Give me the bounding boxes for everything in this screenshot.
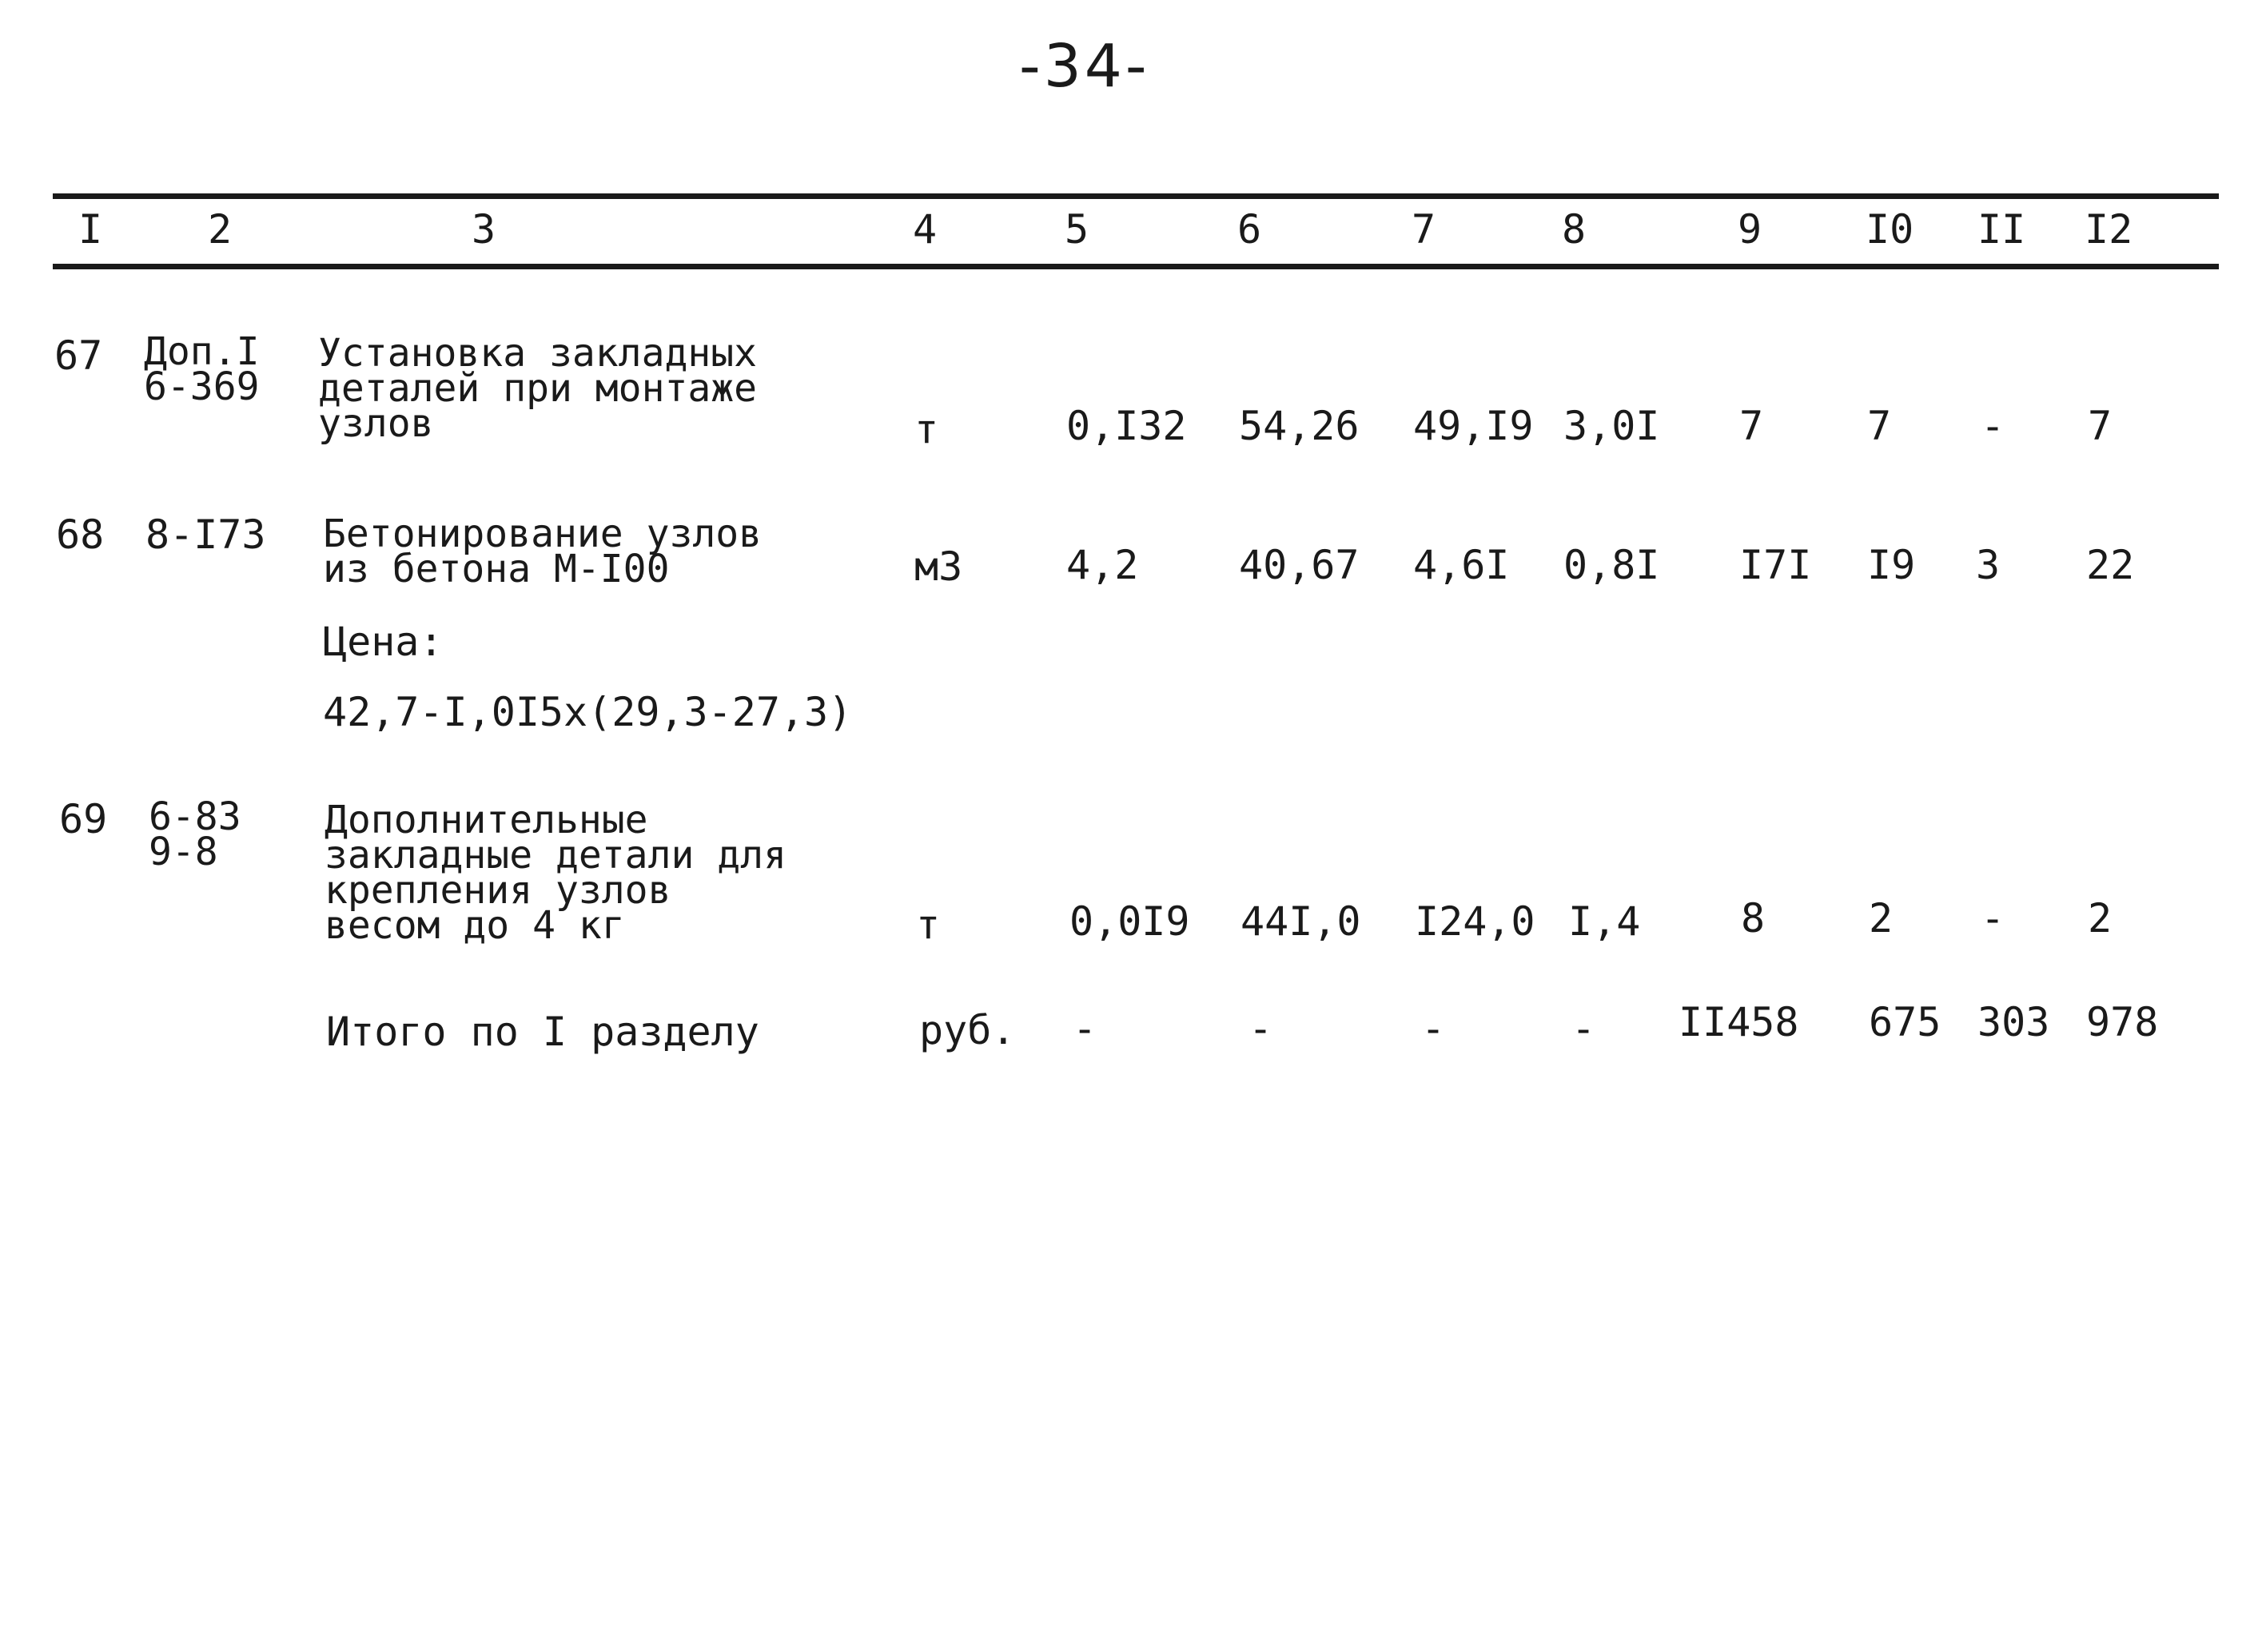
norm-code: 6-83 9-8 bbox=[149, 794, 241, 874]
unit: т bbox=[916, 902, 941, 948]
unit: т bbox=[914, 406, 939, 452]
column-header-7: 7 bbox=[1412, 206, 1436, 253]
col-9-value: I7I bbox=[1739, 542, 1812, 588]
column-header-4: 4 bbox=[913, 206, 938, 253]
total-col-9: II458 bbox=[1679, 999, 1799, 1045]
col-7-value: 4,6I bbox=[1413, 542, 1510, 588]
total-col-8: - bbox=[1571, 1005, 1596, 1052]
col-12-value: 22 bbox=[2086, 542, 2135, 588]
unit-cost: 54,26 bbox=[1239, 403, 1360, 449]
price-formula: 42,7-I,0I5x(29,3-27,3) bbox=[323, 689, 853, 735]
col-10-value: I9 bbox=[1867, 542, 1916, 588]
header-bottom-rule bbox=[53, 264, 2219, 269]
column-header-1: I bbox=[78, 206, 103, 253]
unit-cost: 44I,0 bbox=[1241, 898, 1361, 945]
quantity: 0,0I9 bbox=[1069, 898, 1190, 945]
total-label: Итого по I разделу bbox=[326, 1009, 759, 1055]
column-header-10: I0 bbox=[1866, 206, 1914, 253]
quantity: 0,I32 bbox=[1066, 403, 1187, 449]
col-12-value: 7 bbox=[2088, 403, 2113, 449]
header-top-rule bbox=[53, 193, 2219, 199]
col-8-value: 3,0I bbox=[1563, 403, 1660, 449]
row-number: 67 bbox=[54, 332, 103, 379]
col-10-value: 7 bbox=[1867, 403, 1892, 449]
column-header-5: 5 bbox=[1065, 206, 1089, 253]
col-11-value: - bbox=[1981, 403, 2005, 449]
total-col-11: 303 bbox=[1977, 999, 2050, 1045]
total-col-10: 675 bbox=[1869, 999, 1941, 1045]
col-11-value: 3 bbox=[1976, 542, 2001, 588]
col-12-value: 2 bbox=[2088, 895, 2113, 941]
column-header-3: 3 bbox=[472, 206, 496, 253]
col-9-value: 7 bbox=[1739, 403, 1764, 449]
page-number: -34- bbox=[1019, 32, 1150, 101]
column-header-8: 8 bbox=[1562, 206, 1587, 253]
col-11-value: - bbox=[1981, 895, 2005, 941]
column-header-12: I2 bbox=[2085, 206, 2133, 253]
price-label: Цена: bbox=[323, 619, 444, 665]
column-header-9: 9 bbox=[1738, 206, 1762, 253]
unit-cost: 40,67 bbox=[1239, 542, 1360, 588]
row-number: 68 bbox=[56, 512, 105, 558]
total-col-5: - bbox=[1073, 1005, 1097, 1052]
column-header-2: 2 bbox=[208, 206, 233, 253]
col-7-value: 49,I9 bbox=[1413, 403, 1534, 449]
total-col-12: 978 bbox=[2086, 999, 2159, 1045]
total-col-7: - bbox=[1421, 1005, 1446, 1052]
column-header-6: 6 bbox=[1237, 206, 1262, 253]
norm-code: Доп.I 6-369 bbox=[144, 329, 260, 409]
norm-code: 8-I73 bbox=[145, 512, 266, 558]
row-number: 69 bbox=[59, 796, 108, 842]
col-10-value: 2 bbox=[1869, 895, 1894, 941]
column-header-11: II bbox=[1977, 206, 2026, 253]
work-description: Дополнительные закладные детали для крепления узлов весом до 4 кг bbox=[325, 798, 787, 948]
work-description: Установка закладных деталей при монтаже узлов bbox=[318, 331, 758, 446]
unit: м3 bbox=[914, 543, 963, 590]
total-unit: руб. bbox=[919, 1007, 1016, 1053]
work-description: Бетонирование узлов из бетона М-I00 bbox=[323, 512, 763, 591]
col-7-value: I24,0 bbox=[1415, 898, 1535, 945]
col-8-value: 0,8I bbox=[1563, 542, 1660, 588]
col-8-value: I,4 bbox=[1568, 898, 1641, 945]
col-9-value: 8 bbox=[1741, 895, 1766, 941]
total-col-6: - bbox=[1248, 1005, 1273, 1052]
quantity: 4,2 bbox=[1066, 542, 1139, 588]
